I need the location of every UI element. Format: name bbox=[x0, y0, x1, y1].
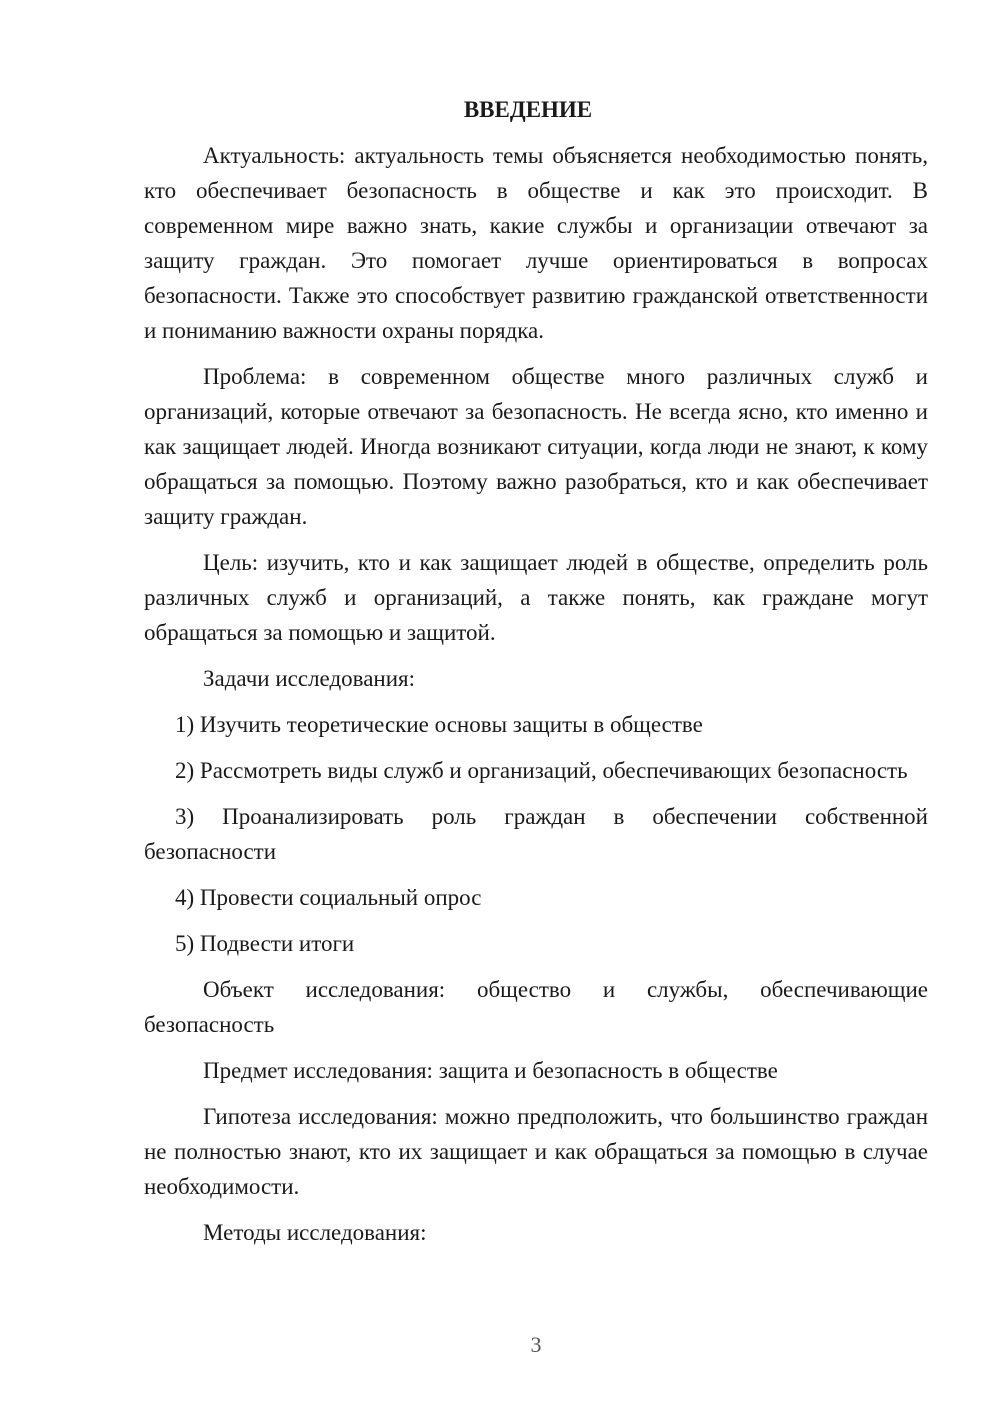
task-item-3: 3) Проанализировать роль граждан в обеспечении собственной безопасности bbox=[144, 804, 928, 864]
page-title: ВВЕДЕНИЕ bbox=[463, 97, 593, 122]
task-item-5: 5) Подвести итоги bbox=[175, 931, 355, 956]
task-item-1: 1) Изучить теоретические основы защиты в обществе bbox=[175, 712, 703, 737]
methods-heading: Методы исследования: bbox=[203, 1220, 427, 1245]
goal-paragraph: Цель: изучить, кто и как защищает людей в обществе, определить роль различных служб и организаций, а также понять, как граждане могут обращаться за помощью и защитой. bbox=[144, 550, 928, 645]
task-item-2: 2) Рассмотреть виды служб и организаций, обеспечивающих безопасность bbox=[175, 758, 908, 783]
tasks-heading: Задачи исследования: bbox=[203, 666, 416, 691]
page-content bbox=[144, 92, 928, 1261]
problem-paragraph: Проблема: в современном обществе много различных служб и организаций, которые отвечают за безопасность. Не всегда ясно, кто именно и как защищает людей. Иногда возникают ситуации, когда люди не знают, к кому обращаться за помощью. Поэтому важно разобраться, кто и как обеспечивает защиту граждан. bbox=[144, 364, 928, 529]
task-item-4: 4) Провести социальный опрос bbox=[175, 885, 482, 910]
page-number: 3 bbox=[530, 1332, 542, 1357]
relevance-paragraph: Актуальность: актуальность темы объясняется необходимостью понять, кто обеспечивает безопасность в обществе и как это происходит. В современном мире важно знать, какие службы и организации отвечают за защиту граждан. Это помогает лучше ориентироваться в вопросах безопасности. Также это способствует развитию гражданской ответственности и пониманию важности охраны порядка. bbox=[144, 143, 928, 343]
subject-paragraph: Предмет исследования: защита и безопасность в обществе bbox=[203, 1058, 778, 1083]
object-paragraph: Объект исследования: общество и службы, обеспечивающие безопасность bbox=[144, 977, 928, 1037]
hypothesis-paragraph: Гипотеза исследования: можно предположить, что большинство граждан не полностью знают, кто их защищает и как обращаться за помощью в случае необходимости. bbox=[144, 1104, 928, 1199]
